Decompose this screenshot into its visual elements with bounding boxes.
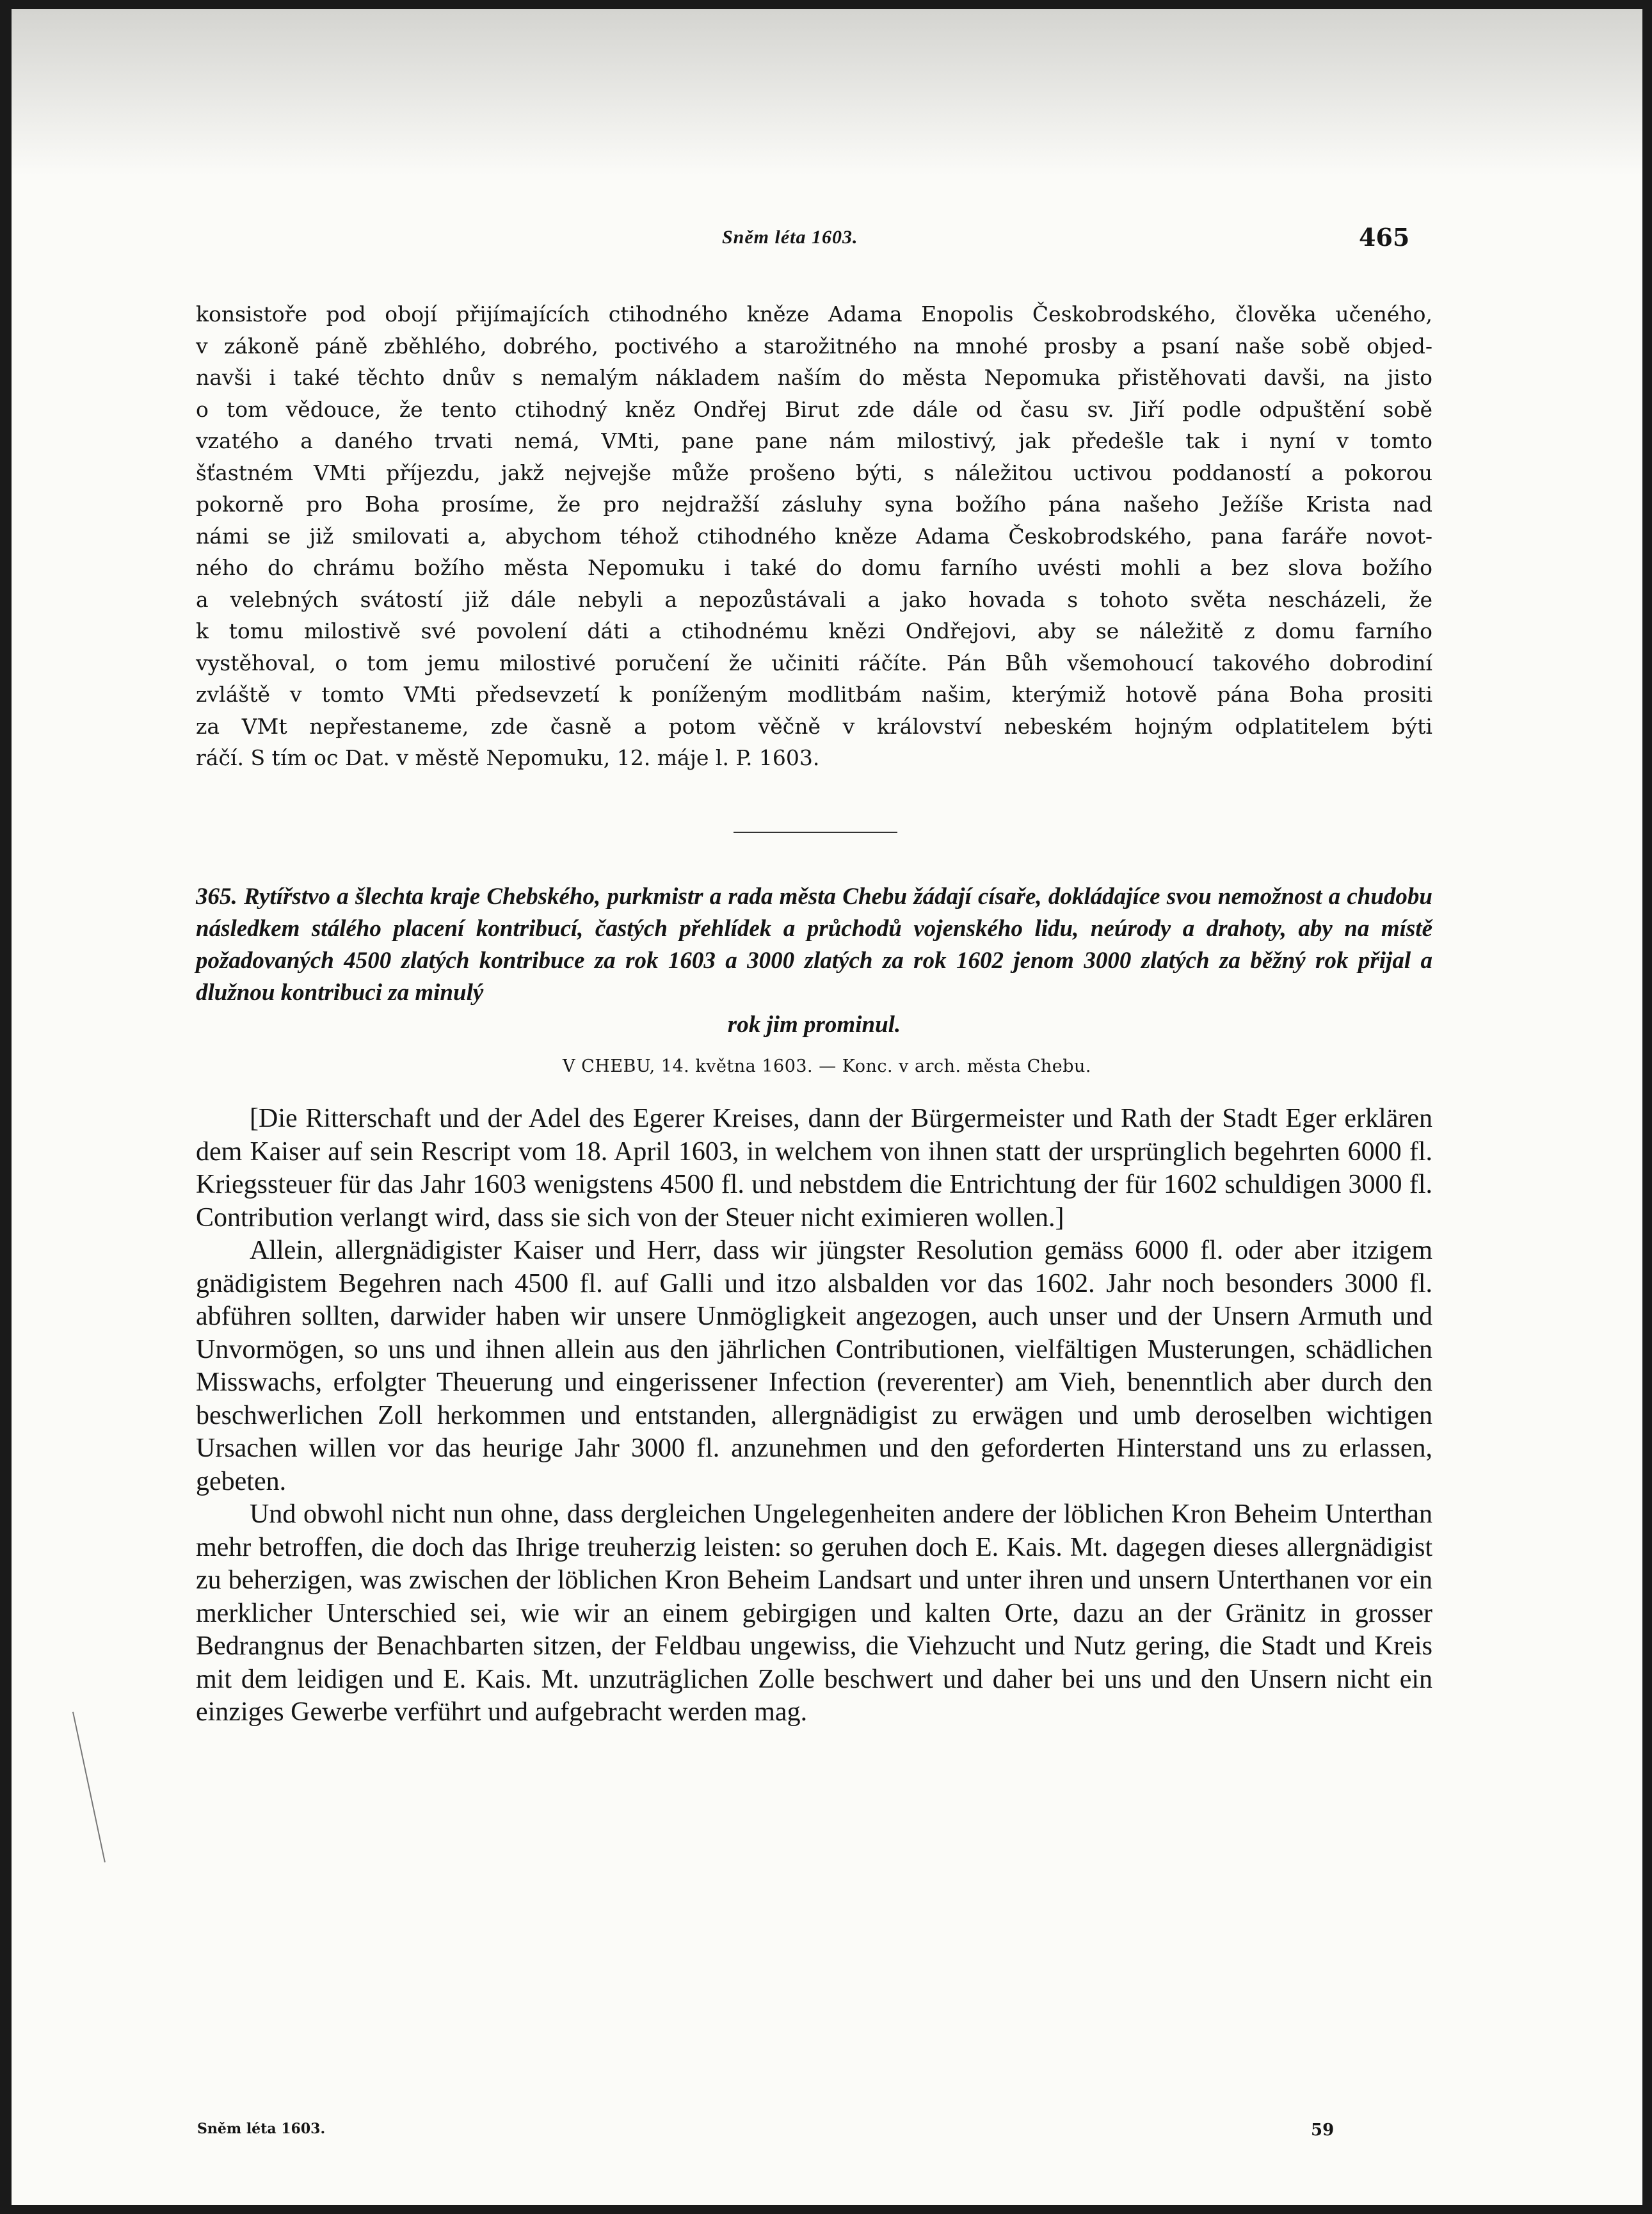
document-number: 365.	[196, 884, 237, 910]
german-paragraph: Allein, allergnädigister Kaiser und Herr, dass wir jüngster Resolution gemäss 6000 fl. oder aber itzigem gnädigistem Begehren nach 4500 fl. auf Galli und itzo alsbalden vor das 1602. Jahr noch besonders 3000 fl. abführen sollten, darwider haben wir unsere Unmögligkeit angezogen, auch unser und der Unsern Armuth und Unvormögen, so uns und ihnen allein aus den jährlichen Contributionen, vielfältigen Musterungen, schädlichen Misswachs, erfolgter Theuerung und eingerissener Infection (reverenter) am Vieh, benenntlich aber durch den beschwerlichen Zoll herkommen und entstanden, allergnädigist zu erwägen und umb deroselben wichtigen Ursachen willen vor das heurige Jahr 3000 fl. anzunehmen und den geforderten Hinterstand uns zu erlassen, gebeten.	[196, 1236, 1432, 1496]
text-line: v zákoně páně zběhlého, dobrého, poctivého a starožitného na mnohé prosby a psaní naše sobě objed-	[196, 333, 1432, 359]
regest-text: Rytířstvo a šlechta kraje Chebského, purkmistr a rada města Chebu žádají císaře, dokládajíce svou nemožnost a chudobu následkem stálého placení kontribucí, častých přehlídek a průchodů vojenského lidu, neúrody a drahoty, aby na místě požadovaných 4500 zlatých kontribuce za rok 1603 a 3000 zlatých za rok 1602 jenom 3000 zlatých za běžný rok přijal a dlužnou kontribuci za minulý	[196, 884, 1432, 1006]
german-text	[196, 1103, 1432, 1729]
text-line: ného do chrámu božího města Nepomuku i také do domu farního uvésti mohli a bez slova božího	[196, 555, 1432, 580]
german-summary: [Die Ritterschaft und der Adel des Egerer Kreises, dann der Bürgermeister und Rath der Stadt Eger erklären dem Kaiser auf sein Rescript vom 18. April 1603, in welchem von ihnen statt der ursprünglich begehrten 6000 fl. Kriegssteuer für das Jahr 1603 wenigstens 4500 fl. und nebstdem die Entrichtung der für 1602 schuldigen 3000 fl. Contribution verlangt wird, dass sie sich von der Steuer nicht eximieren wollen.]	[196, 1104, 1432, 1232]
text-line: a velebných svátostí již dále nebyli a nepozůstávali a jako hovada s tohoto světa nescházeli, že	[196, 586, 1432, 612]
running-head	[12, 223, 1642, 265]
text-line: šťastném VMti příjezdu, jakž nejvejše může prošeno býti, s náležitou uctivou poddaností a pokorou	[196, 460, 1432, 485]
page-number: 465	[1359, 223, 1410, 252]
document-regest	[196, 881, 1432, 1041]
footer-signature: Sněm léta 1603.	[197, 2121, 326, 2137]
text-line: pokorně pro Boha prosíme, že pro nejdražší zásluhy syna božího pána našeho Ježíše Krista nad	[196, 492, 1432, 517]
german-paragraph: Und obwohl nicht nun ohne, dass dergleichen Ungelegenheiten andere der löblichen Kron Beheim Unterthan mehr betroffen, die doch das Ihrige treuherzig leisten: so geruhen doch E. Kais. Mt. dagegen dieses allergnädigist zu beherzigen, was zwischen der löblichen Kron Beheim Landsart und unter ihren und unsern Unterthanen vor ein merklicher Unterschied sei, wie wir an einem gebirgigen und kalten Orte, dazu an der Gränitz in grosser Bedrangnus der Benachbarten sitzen, der Feldbau ungewiss, die Viehzucht und Nutz gering, die Stadt und Kreis mit dem leidigen und E. Kais. Mt. unzuträglichen Zolle beschwert und daher bei uns und den Unsern nicht ein einziges Gewerbe verführt und aufgebracht werden mag.	[196, 1499, 1432, 1727]
text-line: námi se již smilovati a, abychom téhož ctihodného kněze Adama Českobrodského, pana faráře novot-	[196, 523, 1432, 549]
dateline: V CHEBU, 14. května 1603. — Konc. v arch. města Chebu.	[563, 1056, 1091, 1076]
text-line: o tom vědouce, že tento ctihodný kněz Ondřej Birut zde dále od času sv. Jiří podle odpuštění sobě	[196, 396, 1432, 422]
sheet-number: 59	[1311, 2121, 1335, 2140]
text-line: ráčí. S tím oc Dat. v městě Nepomuku, 12. máje l. P. 1603.	[196, 745, 820, 770]
paragraph-czech-petition	[196, 298, 1432, 774]
scan-shadow	[12, 9, 1642, 175]
text-line: zvláště v tomto VMti předsevzetí k poníženým modlitbám našim, kterýmiž hotově pána Boha prositi	[196, 682, 1432, 707]
text-line: vzatého a daného trvati nemá, VMti, pane pane nám milostivý, jak předešle tak i nyní v tomto	[196, 428, 1432, 453]
text-line: navši i také těchto dnův s nemalým nákladem naším do města Nepomuka přistěhovati davši, na jisto	[196, 365, 1432, 390]
text-line: k tomu milostivě své povolení dáti a ctihodnému knězi Ondřejovi, aby se náležitě z domu farního	[196, 618, 1432, 643]
running-head-title: Sněm léta 1603.	[722, 227, 858, 248]
margin-pencil-mark	[72, 1712, 106, 1863]
text-line: vystěhoval, o tom jemu milostivé poručení že učiniti ráčíte. Pán Bůh všemohoucí takového dobrodiní	[196, 650, 1432, 675]
text-line: konsistoře pod obojí přijímajících ctihodného kněze Adama Enopolis Českobrodského, člověka učeného,	[196, 302, 1432, 327]
regest-tail: rok jim prominul.	[727, 1012, 901, 1038]
section-divider	[734, 832, 897, 833]
page-footer	[12, 2121, 1642, 2146]
text-line: za VMt nepřestaneme, zde časně a potom věčně v království nebeském hojným odplatitelem býti	[196, 713, 1432, 739]
page	[12, 9, 1642, 2205]
